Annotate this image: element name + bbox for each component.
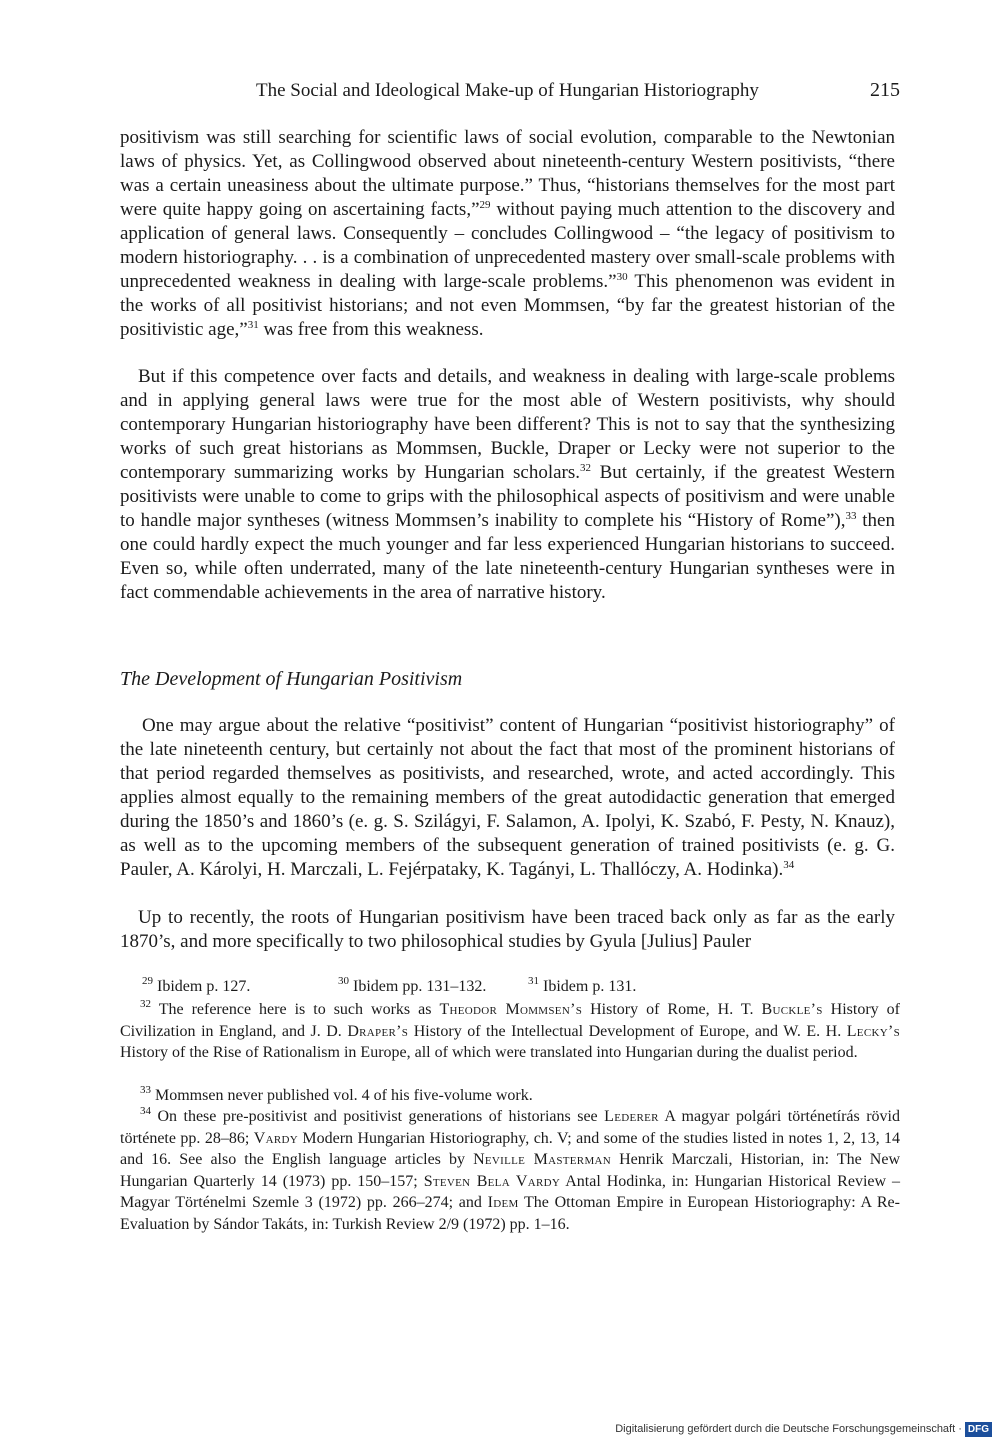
footnote-text: History of Civilization in England, and J. D. <box>120 1001 901 1040</box>
paragraph-text: without paying much attention to the discovery and application of general laws. Consequently – concludes Collingwood – “the legacy of positivism to modern historiography. . . is a combination of unprecedented mastery over small-scale problems with unprecedented weakness in dealing with large-scale problems.” <box>120 199 895 292</box>
paragraph-text: positivism was still searching for scientific laws of social evolution, comparable to the Newtonian laws of physics. Yet, as Collingwood observed about nineteenth-century Western positivists, “there was a certain uneasiness about the ultimate purpose.” Thus, “historians themselves for the most part were quite happy going on ascertaining facts,” <box>120 127 895 220</box>
footnote-number: 32 <box>140 998 151 1010</box>
footnote-text: History of the Rise of Rationalism in Europe, all of which were translated into Hungarian during the dualist period. <box>120 1044 858 1061</box>
footnote-number: 31 <box>528 975 539 987</box>
footnote-text: The reference here is to such works as <box>151 1001 440 1018</box>
footnote-31 <box>528 976 636 998</box>
author-name: Buckle’s <box>761 1001 823 1018</box>
footnote-ref-30[interactable]: 30 <box>616 271 628 283</box>
footnote-text: A magyar polgári történetírás rövid története pp. 28–86; <box>120 1108 901 1147</box>
paragraph-text: was free from this weakness. <box>258 319 484 340</box>
paragraph-text: then one could hardly expect the much younger and far less experienced Hungarian historians to succeed. Even so, while often underrated, many of the late nineteenth-century Hungarian syntheses were in fact commendable achievements in the area of narrative history. <box>120 510 895 603</box>
footnotes-29-31 <box>120 976 900 998</box>
author-name: Lederer <box>604 1108 659 1125</box>
running-head-title: The Social and Ideological Make-up of Hungarian Historiography <box>256 80 759 101</box>
paragraph-text: But certainly, if the greatest Western positivists were unable to come to grips with the philosophical aspects of positivism and were unable to handle major syntheses (witness Mommsen’s inability to complete his “History of Rome”), <box>120 462 895 531</box>
footnote-34 <box>120 1106 900 1235</box>
footnote-text: History of the Intellectual Development of Europe, and W. E. H. <box>408 1022 847 1040</box>
footnote-number: 30 <box>338 975 349 987</box>
footnote-text: Henrik Marczali, Historian, in: The New Hungarian Quarterly 14 (1973) pp. 150–157; <box>120 1151 900 1190</box>
author-name: Steven Bela Vardy <box>423 1172 561 1190</box>
dfg-logo: DFG <box>965 1422 992 1437</box>
paragraph-text: Up to recently, the roots of Hungarian positivism have been traced back only as far as the early 1870’s, and more specifically to two philosophical studies by Gyula [Julius] Pauler <box>120 907 895 952</box>
footnote-number: 29 <box>142 975 153 987</box>
footnote-number: 34 <box>140 1105 151 1117</box>
author-name: Theodor Mommsen’s <box>439 1001 583 1018</box>
author-name: Neville Masterman <box>473 1151 612 1168</box>
footnote-ref-31[interactable]: 31 <box>247 319 259 331</box>
footnote-ref-32[interactable]: 32 <box>580 462 592 474</box>
footnote-text: Ibidem p. 127. <box>153 978 251 995</box>
running-head <box>120 80 900 108</box>
footnote-29 <box>142 976 250 998</box>
footnote-ref-33[interactable]: 33 <box>845 510 857 522</box>
funding-note: Digitalisierung gefördert durch die Deutsche Forschungsgemeinschaft · <box>615 1423 962 1435</box>
page-number: 215 <box>870 79 900 101</box>
paragraph-2 <box>120 365 895 605</box>
footnote-text: On these pre-positivist and positivist generations of historians see <box>151 1108 605 1125</box>
paragraph-text: This phenomenon was evident in the works of all positivist historians; and not even Mommsen, “by far the greatest historian of the positivistic age,” <box>120 271 895 340</box>
footnote-text: Ibidem pp. 131–132. <box>349 978 487 995</box>
footnote-number: 33 <box>140 1084 151 1096</box>
footnote-33 <box>120 1085 900 1107</box>
footnote-32 <box>120 999 900 1064</box>
paragraph-4 <box>120 906 895 954</box>
author-name: Idem <box>487 1194 519 1211</box>
footnote-text: Antal Hodinka, in: Hungarian Historical Review – Magyar Történelmi Szemle 3 (1972) pp. 266–274; and <box>120 1172 900 1211</box>
footnote-text: History of Rome, H. T. <box>582 1001 762 1018</box>
paragraph-1 <box>120 126 895 342</box>
paragraph-text: One may argue about the relative “positivist” content of Hungarian “positivist historiography” of the late nineteenth century, but certainly not about the fact that most of the prominent historians of that period regarded themselves as positivists, and researched, wrote, and acted accordingly. This applies almost equally to the remaining members of the great autodidactic generation that emerged during the 1850’s and 1860’s (e. g. S. Szilágyi, F. Salamon, A. Ipolyi, K. Szabó, F. Pesty, N. Knauz), as well as to the upcoming members of the subsequent generation of trained positivists (e. g. G. Pauler, A. Károlyi, H. Marczali, L. Fejérpataky, K. Tagányi, L. Thallóczy, A. Hodinka). <box>120 715 895 880</box>
footnote-text: Ibidem p. 131. <box>539 978 637 995</box>
footnote-text: Modern Hungarian Historiography, ch. V; and some of the studies listed in notes 1, 2, 13, 14 and 16. See also the English language articles by <box>120 1129 900 1168</box>
paragraph-3 <box>120 714 895 882</box>
section-heading: The Development of Hungarian Positivism <box>120 668 463 690</box>
footnote-30 <box>338 976 486 998</box>
author-name: Draper’s <box>347 1022 409 1040</box>
footnote-ref-29[interactable]: 29 <box>479 199 491 211</box>
footnote-ref-34[interactable]: 34 <box>783 859 795 871</box>
digitization-footer <box>615 1420 992 1438</box>
paragraph-text: But if this competence over facts and details, and weakness in dealing with large-scale problems and in applying general laws were true for the most able of Western positivists, why should contemporary Hungarian historiography have been different? This is not to say that the synthesizing works of such great historians as Mommsen, Buckle, Draper or Lecky were not superior to the contemporary summarizing works by Hungarian scholars. <box>120 366 895 483</box>
author-name: Vardy <box>253 1129 298 1147</box>
footnote-text: Mommsen never published vol. 4 of his five-volume work. <box>151 1087 533 1104</box>
footnote-text: The Ottoman Empire in European Historiography: A Re-Evaluation by Sándor Takáts, in: Turkish Review 2/9 (1972) pp. 1–16. <box>120 1194 900 1233</box>
author-name: Lecky’s <box>846 1022 900 1040</box>
